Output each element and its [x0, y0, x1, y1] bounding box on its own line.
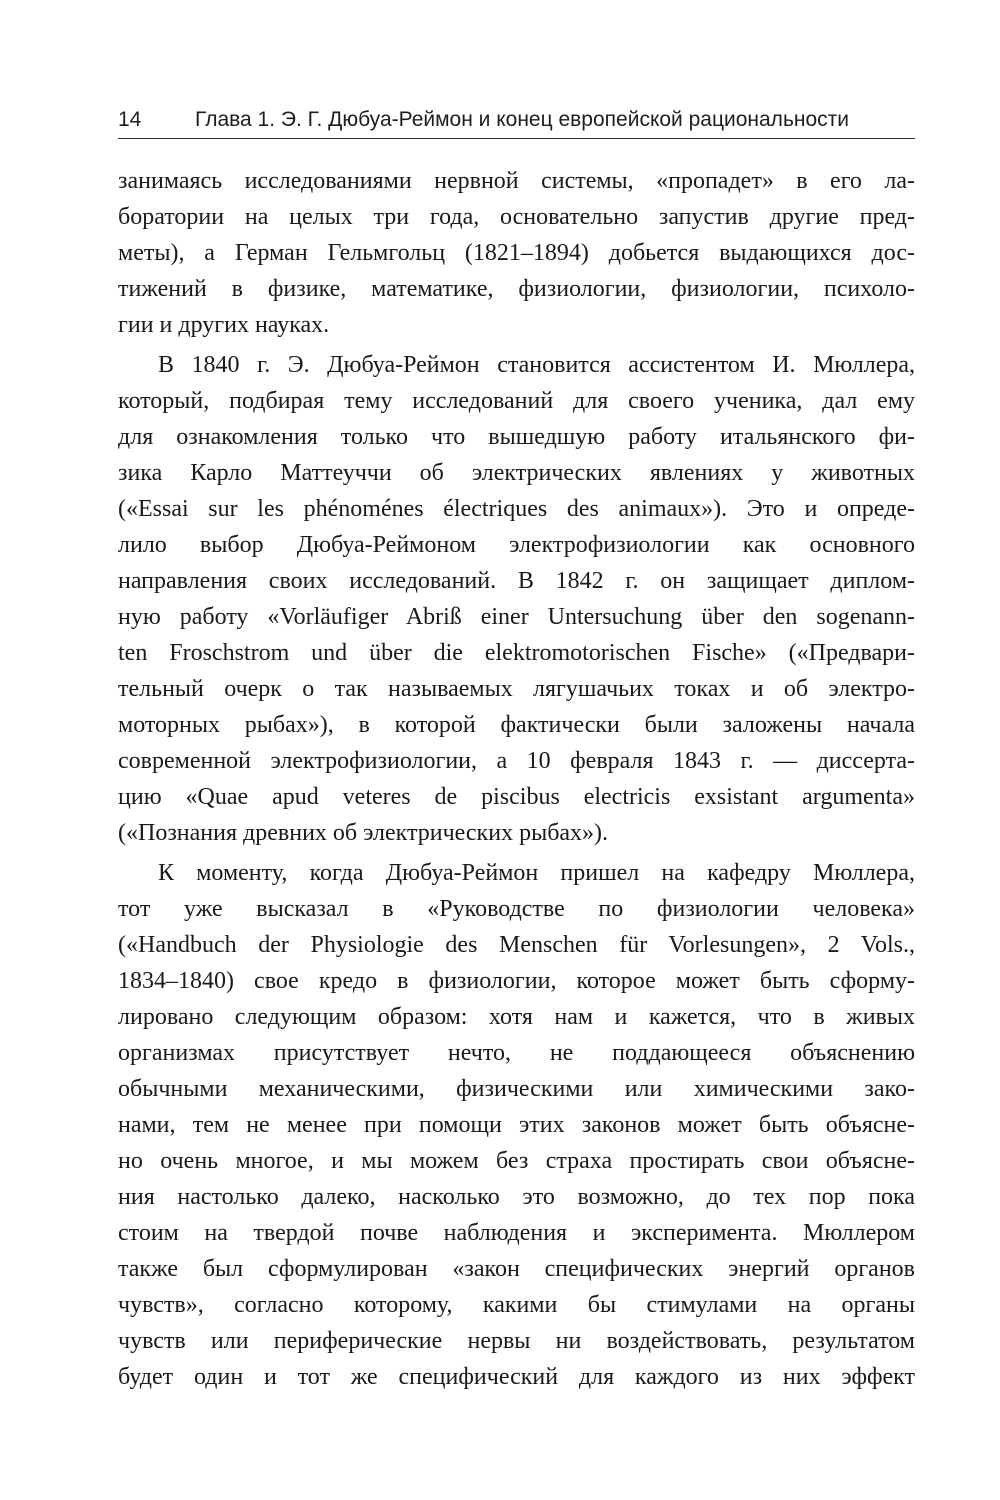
- paragraph-3: [118, 855, 915, 1395]
- text-line: («Essai sur les phénoménes électriques des animaux»). Это и опреде-: [118, 496, 915, 522]
- text-line: («Познания древних об электрических рыбах»).: [118, 820, 609, 846]
- text-line: меты), а Герман Гельмгольц (1821–1894) добьется выдающихся дос-: [118, 240, 915, 266]
- text-line: 1834–1840) свое кредо в физиологии, которое может быть сформу-: [118, 968, 915, 994]
- text-line: тот уже высказал в «Руководстве по физиологии человека»: [118, 896, 915, 922]
- text-line: лило выбор Дюбуа-Реймоном электрофизиологии как основного: [118, 532, 915, 558]
- text-line: занимаясь исследованиями нервной системы, «пропадет» в его ла-: [118, 168, 915, 194]
- page-number: 14: [118, 108, 142, 131]
- body-text: [118, 163, 915, 1395]
- text-line: ten Froschstrom und über die elektromotorischen Fische» («Предвари-: [118, 640, 915, 666]
- text-line: В 1840 г. Э. Дюбуа-Реймон становится ассистентом И. Мюллера,: [158, 352, 915, 378]
- paragraph-2: [118, 347, 915, 851]
- text-line: для ознакомления только что вышедшую работу итальянского фи-: [118, 424, 915, 450]
- text-line: направления своих исследований. В 1842 г. он защищает диплом-: [118, 568, 915, 594]
- text-line: обычными механическими, физическими или химическими зако-: [118, 1076, 915, 1102]
- text-line: («Handbuch der Physiologie des Menschen für Vorlesungen», 2 Vols.,: [118, 932, 915, 958]
- text-line: который, подбирая тему исследований для своего ученика, дал ему: [118, 388, 915, 414]
- header-rule: [118, 138, 915, 139]
- text-line: боратории на целых три года, основательно запустив другие пред-: [118, 204, 915, 230]
- text-line: ния настолько далеко, насколько это возможно, до тех пор пока: [118, 1184, 915, 1210]
- chapter-title: Глава 1. Э. Г. Дюбуа-Реймон и конец европейской рациональности: [195, 108, 850, 131]
- text-line: тельный очерк о так называемых лягушачьих токах и об электро-: [118, 676, 915, 702]
- text-line: также был сформулирован «закон специфических энергий органов: [118, 1256, 915, 1282]
- text-line: К моменту, когда Дюбуа-Реймон пришел на кафедру Мюллера,: [158, 860, 915, 886]
- text-line: ную работу «Vorläufiger Abriß einer Untersuchung über den sogenann-: [118, 604, 915, 630]
- text-line: стоим на твердой почве наблюдения и эксперимента. Мюллером: [118, 1220, 915, 1246]
- text-line: зика Карло Маттеуччи об электрических явлениях у животных: [118, 460, 915, 486]
- text-line: гии и других науках.: [118, 312, 330, 338]
- text-line: цию «Quae apud veteres de piscibus electricis exsistant argumenta»: [118, 784, 915, 810]
- text-line: организмах присутствует нечто, не поддающееся объяснению: [118, 1040, 915, 1066]
- text-line: современной электрофизиологии, а 10 февраля 1843 г. — диссерта-: [118, 748, 915, 774]
- text-line: чувств», согласно которому, какими бы стимулами на органы: [118, 1292, 915, 1318]
- text-line: будет один и тот же специфический для каждого из них эффект: [118, 1364, 915, 1390]
- text-line: лировано следующим образом: хотя нам и кажется, что в живых: [118, 1004, 915, 1030]
- paragraph-1: [118, 163, 915, 343]
- text-line: нами, тем не менее при помощи этих законов может быть объясне-: [118, 1112, 915, 1138]
- text-line: чувств или периферические нервы ни воздействовать, результатом: [118, 1328, 915, 1354]
- running-header: [118, 108, 915, 140]
- text-line: моторных рыбах»), в которой фактически были заложены начала: [118, 712, 915, 738]
- text-line: тижений в физике, математике, физиологии, физиологии, психоло-: [118, 276, 915, 302]
- text-line: но очень многое, и мы можем без страха простирать свои объясне-: [118, 1148, 915, 1174]
